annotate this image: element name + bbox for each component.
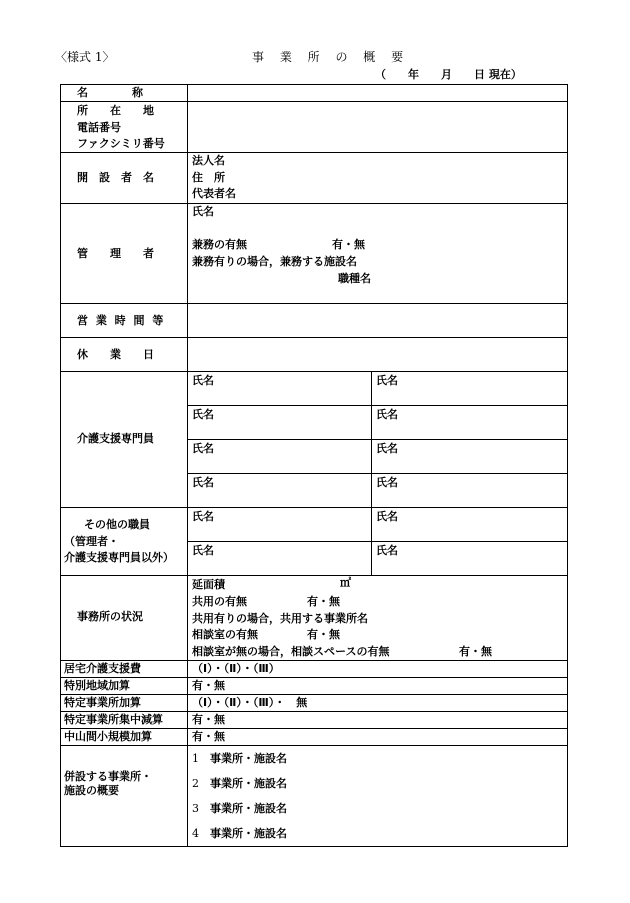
attached-item-number: 3 xyxy=(192,802,199,815)
care-manager-name-field[interactable]: 氏名 xyxy=(192,374,214,387)
form-label: 〈様式 1〉 xyxy=(55,50,115,64)
care-manager-name-field[interactable]: 氏名 xyxy=(192,408,214,421)
other-staff-name-field[interactable]: 氏名 xyxy=(376,510,398,523)
consult-room-label: 相談室の有無 xyxy=(192,628,258,641)
concentration-label: 特定事業所集中減算 xyxy=(64,713,163,726)
other-staff-label: その他の職員 xyxy=(84,518,150,531)
care-manager-name-field[interactable]: 氏名 xyxy=(376,476,398,489)
other-staff-name-field[interactable]: 氏名 xyxy=(192,510,214,523)
care-manager-name-field[interactable]: 氏名 xyxy=(192,476,214,489)
hours-label: 営 業 時 間 等 xyxy=(77,314,166,327)
office-status-label: 事務所の状況 xyxy=(77,610,143,623)
attached-facilities-label-2: 施設の概要 xyxy=(64,784,119,797)
floor-area-field[interactable]: 延面積 xyxy=(192,578,225,591)
date-line: （ 年 月 日 現在） xyxy=(375,68,522,81)
care-manager-name-field[interactable]: 氏名 xyxy=(376,442,398,455)
consult-space-options[interactable]: 有・無 xyxy=(459,645,492,658)
concentration-options[interactable]: 有・無 xyxy=(192,713,225,726)
manager-name-field[interactable]: 氏名 xyxy=(192,205,214,218)
shared-office-field[interactable]: 共用有りの場合，共用する事業所名 xyxy=(192,612,368,625)
concurrent-duty-label: 兼務の有無 xyxy=(192,238,247,251)
specific-office-options[interactable]: （Ⅰ）・（Ⅱ）・（Ⅲ）・ 無 xyxy=(192,696,308,709)
care-manager-name-field[interactable]: 氏名 xyxy=(376,408,398,421)
attached-item-field[interactable]: 事業所・施設名 xyxy=(210,802,287,815)
fax-label: ファクシミリ番号 xyxy=(77,137,165,150)
home-care-fee-options[interactable]: （Ⅰ）・（Ⅱ）・（Ⅲ） xyxy=(192,662,280,675)
other-staff-name-field[interactable]: 氏名 xyxy=(376,544,398,557)
location-label: 所 在 地 xyxy=(77,104,154,117)
name-label: 名 称 xyxy=(77,86,143,99)
consult-space-label: 相談室が無の場合，相談スペースの有無 xyxy=(192,645,390,658)
care-manager-name-field[interactable]: 氏名 xyxy=(192,442,214,455)
attached-item-number: 4 xyxy=(192,827,199,840)
concurrent-duty-options[interactable]: 有・無 xyxy=(332,238,365,251)
founder-label: 開 設 者 名 xyxy=(77,171,154,184)
concurrent-facility-field[interactable]: 兼務有りの場合，兼務する施設名 xyxy=(192,255,357,268)
manager-label: 管 理 者 xyxy=(77,247,154,260)
special-area-label: 特別地域加算 xyxy=(64,679,130,692)
job-title-field[interactable]: 職種名 xyxy=(338,272,371,285)
attached-item-number: 2 xyxy=(192,777,199,790)
page-title: 事 業 所 の 概 要 xyxy=(252,50,410,64)
shared-use-label: 共用の有無 xyxy=(192,595,247,608)
phone-label: 電話番号 xyxy=(77,121,121,134)
other-staff-label-note-1: （管理者・ xyxy=(64,535,119,548)
specific-office-label: 特定事業所加算 xyxy=(64,696,141,709)
attached-item-number: 1 xyxy=(192,752,199,765)
corp-name-field[interactable]: 法人名 xyxy=(192,154,225,167)
shared-use-options[interactable]: 有・無 xyxy=(307,595,340,608)
other-staff-label-note-2: 介護支援専門員以外） xyxy=(64,551,174,564)
attached-item-field[interactable]: 事業所・施設名 xyxy=(210,827,287,840)
other-staff-name-field[interactable]: 氏名 xyxy=(192,544,214,557)
holidays-label: 休 業 日 xyxy=(77,348,154,361)
mountain-options[interactable]: 有・無 xyxy=(192,730,225,743)
floor-area-unit: ㎡ xyxy=(340,576,351,589)
care-managers-label: 介護支援専門員 xyxy=(77,432,154,445)
representative-field[interactable]: 代表者名 xyxy=(192,187,236,200)
consult-room-options[interactable]: 有・無 xyxy=(307,628,340,641)
attached-facilities-label: 併設する事業所・ xyxy=(64,770,152,783)
home-care-fee-label: 居宅介護支援費 xyxy=(64,662,141,675)
special-area-options[interactable]: 有・無 xyxy=(192,679,225,692)
corp-address-field[interactable]: 住 所 xyxy=(192,171,225,184)
mountain-label: 中山間小規模加算 xyxy=(64,730,152,743)
attached-item-field[interactable]: 事業所・施設名 xyxy=(210,752,287,765)
attached-item-field[interactable]: 事業所・施設名 xyxy=(210,777,287,790)
care-manager-name-field[interactable]: 氏名 xyxy=(376,374,398,387)
